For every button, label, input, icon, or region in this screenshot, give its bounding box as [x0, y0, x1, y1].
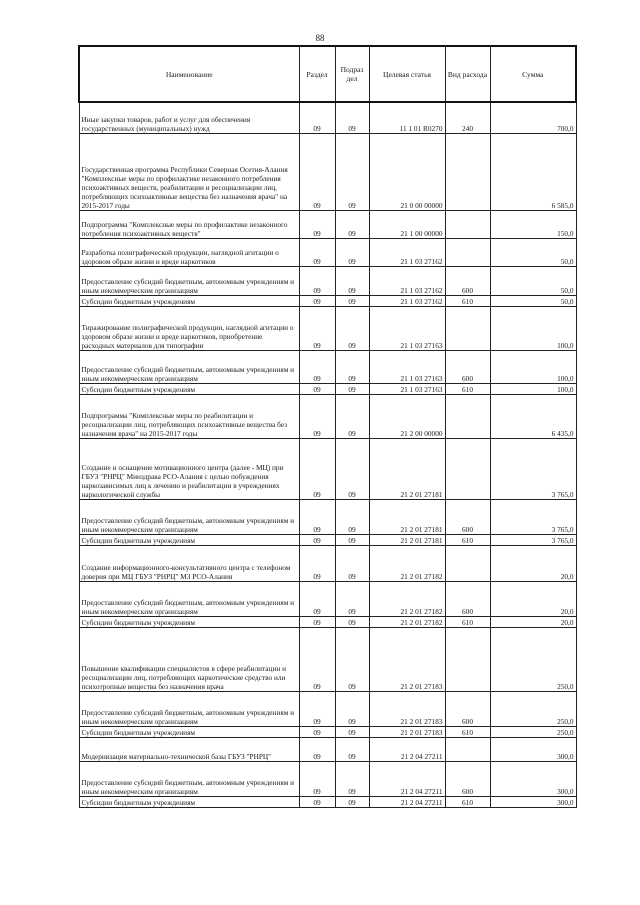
row-razdel: 09 [299, 545, 335, 581]
row-vid: 610 [445, 383, 490, 394]
row-target: 21 2 04 27211 [369, 761, 445, 796]
header-sum: Сумма [490, 46, 576, 102]
row-name: Иные закупки товаров, работ и услуг для обеспечения государственных (муниципальных) нужд [79, 102, 299, 133]
table-row [79, 394, 576, 438]
table-row [79, 102, 576, 133]
table-row [79, 534, 576, 545]
row-vid [445, 238, 490, 266]
budget-table [78, 45, 577, 808]
table-row [79, 238, 576, 266]
row-razdel: 09 [299, 210, 335, 238]
row-sum: 700,0 [490, 102, 576, 133]
row-podrazdel: 09 [335, 102, 369, 133]
row-target: 21 2 01 27182 [369, 616, 445, 627]
row-vid [445, 737, 490, 761]
row-name: Модернизация материально-технической базы ГБУЗ "РНРЦ" [79, 737, 299, 761]
row-name: Предоставление субсидий бюджетным, автономным учреждениям и иным некоммерческим организациям [79, 499, 299, 534]
page-number: 88 [315, 33, 325, 43]
row-razdel: 09 [299, 238, 335, 266]
row-sum: 100,0 [490, 350, 576, 383]
row-sum: 100,0 [490, 383, 576, 394]
table-row [79, 796, 576, 807]
row-target: 21 1 03 27162 [369, 266, 445, 295]
row-vid [445, 627, 490, 691]
row-name: Предоставление субсидий бюджетным, автономным учреждениям и иным некоммерческим организациям [79, 350, 299, 383]
row-target: 21 1 03 27163 [369, 350, 445, 383]
row-name: Субсидии бюджетным учреждениям [79, 726, 299, 737]
row-podrazdel: 09 [335, 627, 369, 691]
row-name: Создание и оснащение мотивационного центра (далее - МЦ) при ГБУЗ "РНРЦ" Минздрава РСО-Алания с целью побуждения наркозависимых лиц к лечению и реабилитации в учреждениях наркологической службы [79, 438, 299, 499]
row-sum: 50,0 [490, 295, 576, 306]
row-name: Подпрограмма "Комплексные меры по реабилитации и ресоциализации лиц, потребляющих психоактивные вещества без назначения врача" на 2015-2017 годы [79, 394, 299, 438]
row-vid: 600 [445, 350, 490, 383]
row-vid [445, 438, 490, 499]
table-row [79, 210, 576, 238]
row-podrazdel: 09 [335, 306, 369, 350]
row-podrazdel: 09 [335, 133, 369, 210]
row-name: Субсидии бюджетным учреждениям [79, 616, 299, 627]
row-sum: 100,0 [490, 306, 576, 350]
row-name: Повышение квалификации специалистов в сфере реабилитации и ресоциализации лиц, потребляющих наркотические средство или психотропные вещества без назначения врача [79, 627, 299, 691]
row-name: Разработка полиграфической продукции, наглядной агитации о здоровом образе жизни и вреде наркотиков [79, 238, 299, 266]
header-podrazdel: Подраз дел [335, 46, 369, 102]
row-podrazdel: 09 [335, 761, 369, 796]
table-row [79, 266, 576, 295]
row-razdel: 09 [299, 726, 335, 737]
row-sum: 6 435,0 [490, 394, 576, 438]
row-podrazdel: 09 [335, 796, 369, 807]
row-podrazdel: 09 [335, 266, 369, 295]
row-podrazdel: 09 [335, 295, 369, 306]
row-podrazdel: 09 [335, 438, 369, 499]
row-name: Создание информационного-консультативного центра с телефоном доверия при МЦ ГБУЗ "РНРЦ" МЗ РСО-Алания [79, 545, 299, 581]
row-vid: 240 [445, 102, 490, 133]
row-sum: 250,0 [490, 726, 576, 737]
table-row [79, 438, 576, 499]
row-razdel: 09 [299, 306, 335, 350]
row-razdel: 09 [299, 691, 335, 726]
row-podrazdel: 09 [335, 499, 369, 534]
row-name: Субсидии бюджетным учреждениям [79, 796, 299, 807]
row-sum: 300,0 [490, 761, 576, 796]
row-razdel: 09 [299, 627, 335, 691]
row-vid: 610 [445, 726, 490, 737]
row-podrazdel: 09 [335, 534, 369, 545]
table-row [79, 581, 576, 616]
row-name: Тиражирование полиграфической продукции, наглядной агитации о здоровом образе жизни и вреде наркотиков, приобретение расходных материалов для типографии [79, 306, 299, 350]
row-target: 21 2 01 27181 [369, 534, 445, 545]
row-target: 21 1 03 27163 [369, 383, 445, 394]
row-razdel: 09 [299, 266, 335, 295]
row-razdel: 09 [299, 616, 335, 627]
row-target: 21 2 01 27182 [369, 581, 445, 616]
row-target: 21 1 00 00000 [369, 210, 445, 238]
row-vid [445, 545, 490, 581]
row-target: 21 2 01 27183 [369, 627, 445, 691]
header-vid: Вид расхода [445, 46, 490, 102]
row-sum: 50,0 [490, 238, 576, 266]
table-row [79, 616, 576, 627]
row-sum: 50,0 [490, 266, 576, 295]
row-name: Субсидии бюджетным учреждениям [79, 383, 299, 394]
row-vid: 610 [445, 295, 490, 306]
row-target: 21 1 03 27162 [369, 238, 445, 266]
row-sum: 300,0 [490, 796, 576, 807]
row-sum: 3 765,0 [490, 499, 576, 534]
row-podrazdel: 09 [335, 545, 369, 581]
table-header-row [79, 46, 576, 102]
row-podrazdel: 09 [335, 737, 369, 761]
row-name: Субсидии бюджетным учреждениям [79, 534, 299, 545]
row-vid [445, 210, 490, 238]
row-podrazdel: 09 [335, 238, 369, 266]
row-razdel: 09 [299, 438, 335, 499]
row-vid: 600 [445, 499, 490, 534]
row-razdel: 09 [299, 394, 335, 438]
table-row [79, 350, 576, 383]
row-name: Предоставление субсидий бюджетным, автономным учреждениям и иным некоммерческим организациям [79, 761, 299, 796]
row-razdel: 09 [299, 737, 335, 761]
row-podrazdel: 09 [335, 210, 369, 238]
row-target: 21 2 04 27211 [369, 796, 445, 807]
row-sum: 300,0 [490, 737, 576, 761]
row-vid: 610 [445, 534, 490, 545]
row-sum: 20,0 [490, 581, 576, 616]
row-target: 21 2 01 27183 [369, 726, 445, 737]
table-row [79, 545, 576, 581]
table-row [79, 691, 576, 726]
row-target: 21 2 01 27182 [369, 545, 445, 581]
table-row [79, 761, 576, 796]
row-podrazdel: 09 [335, 691, 369, 726]
row-vid: 610 [445, 796, 490, 807]
row-razdel: 09 [299, 796, 335, 807]
row-name: Предоставление субсидий бюджетным, автономным учреждениям и иным некоммерческим организациям [79, 266, 299, 295]
row-sum: 250,0 [490, 691, 576, 726]
table-row [79, 306, 576, 350]
row-vid [445, 394, 490, 438]
row-sum: 20,0 [490, 545, 576, 581]
row-target: 21 1 03 27163 [369, 306, 445, 350]
row-vid [445, 133, 490, 210]
table-row [79, 499, 576, 534]
row-target: 21 2 00 00000 [369, 394, 445, 438]
table-body [79, 102, 576, 807]
row-razdel: 09 [299, 295, 335, 306]
row-sum: 150,0 [490, 210, 576, 238]
row-name: Предоставление субсидий бюджетным, автономным учреждениям и иным некоммерческим организациям [79, 691, 299, 726]
row-vid: 600 [445, 581, 490, 616]
table-row [79, 295, 576, 306]
row-podrazdel: 09 [335, 383, 369, 394]
row-name: Подпрограмма "Комплексные меры по профилактике незаконного потребления психоактивных веществ" [79, 210, 299, 238]
row-vid: 600 [445, 266, 490, 295]
table-row [79, 627, 576, 691]
row-podrazdel: 09 [335, 394, 369, 438]
header-razdel: Раздел [299, 46, 335, 102]
row-sum: 3 765,0 [490, 534, 576, 545]
row-razdel: 09 [299, 383, 335, 394]
table-row [79, 726, 576, 737]
row-vid: 600 [445, 761, 490, 796]
table-row [79, 737, 576, 761]
row-target: 21 2 04 27211 [369, 737, 445, 761]
row-razdel: 09 [299, 534, 335, 545]
row-podrazdel: 09 [335, 726, 369, 737]
row-razdel: 09 [299, 133, 335, 210]
row-podrazdel: 09 [335, 616, 369, 627]
row-name: Государственная программа Республики Северная Осетия-Алания "Комплексные меры по профилактике незаконного потребления психоактивных веществ, реабилитации и ресоциализации лиц, потребляющих психоактивные вещества без назначения врача" на 2015-2017 годы [79, 133, 299, 210]
row-razdel: 09 [299, 350, 335, 383]
row-podrazdel: 09 [335, 581, 369, 616]
row-target: 21 2 01 27181 [369, 438, 445, 499]
row-vid [445, 306, 490, 350]
table-row [79, 383, 576, 394]
row-vid: 600 [445, 691, 490, 726]
row-podrazdel: 09 [335, 350, 369, 383]
row-target: 11 1 01 R0270 [369, 102, 445, 133]
row-target: 21 2 01 27181 [369, 499, 445, 534]
row-sum: 20,0 [490, 616, 576, 627]
row-razdel: 09 [299, 581, 335, 616]
row-sum: 6 585,0 [490, 133, 576, 210]
row-name: Предоставление субсидий бюджетным, автономным учреждениям и иным некоммерческим организациям [79, 581, 299, 616]
row-target: 21 2 01 27183 [369, 691, 445, 726]
table-row [79, 133, 576, 210]
row-razdel: 09 [299, 499, 335, 534]
row-razdel: 09 [299, 761, 335, 796]
row-target: 21 1 03 27162 [369, 295, 445, 306]
row-razdel: 09 [299, 102, 335, 133]
row-target: 21 0 00 00000 [369, 133, 445, 210]
header-name: Наименование [79, 46, 299, 102]
header-target: Целевая статья [369, 46, 445, 102]
row-name: Субсидии бюджетным учреждениям [79, 295, 299, 306]
row-sum: 250,0 [490, 627, 576, 691]
row-vid: 610 [445, 616, 490, 627]
row-sum: 3 765,0 [490, 438, 576, 499]
